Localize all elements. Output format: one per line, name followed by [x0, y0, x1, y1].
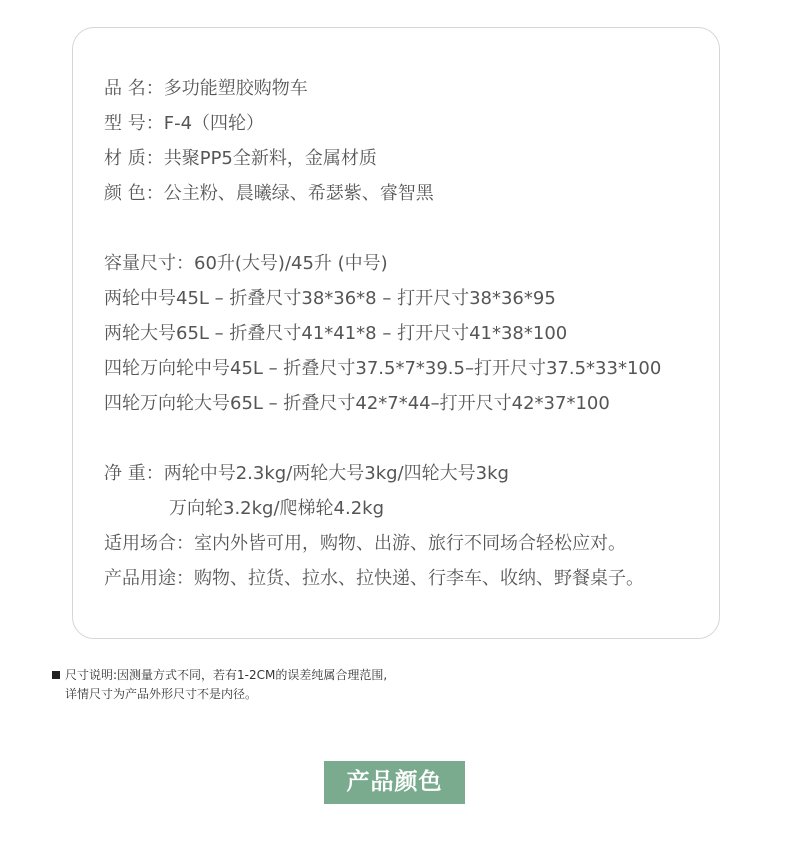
spec-usage: 产品用途：购物、拉货、拉水、拉快递、行李车、收纳、野餐桌子。 [104, 568, 644, 589]
spec-material: 材 质：共聚PP5全新料，金属材质 [104, 148, 377, 169]
size-note-line-1: 尺寸说明:因测量方式不同，若有1-2CM的误差纯属合理范围, [65, 668, 388, 682]
spec-size-line: 两轮大号65L – 折叠尺寸41*41*8 – 打开尺寸41*38*100 [104, 323, 568, 344]
spec-weight: 净 重：两轮中号2.3kg/两轮大号3kg/四轮大号3kg [104, 463, 509, 484]
size-note [52, 666, 387, 704]
spec-capacity: 容量尺寸：60升(大号)/45升 (中号) [104, 253, 388, 274]
spec-size-line: 四轮万向轮中号45L – 折叠尺寸37.5*7*39.5–打开尺寸37.5*33*100 [104, 358, 662, 379]
size-note-line-2: 详情尺寸为产品外形尺寸不是内径。 [65, 687, 258, 701]
spec-size-line: 四轮万向轮大号65L – 折叠尺寸42*7*44–打开尺寸42*37*100 [104, 393, 610, 414]
spec-weight-continued: 万向轮3.2kg/爬梯轮4.2kg [169, 498, 385, 519]
square-bullet-icon [52, 671, 60, 679]
spec-name: 品 名：多功能塑胶购物车 [104, 78, 308, 99]
spec-occasion: 适用场合：室内外皆可用，购物、出游、旅行不同场合轻松应对。 [104, 533, 626, 554]
spec-colors: 颜 色：公主粉、晨曦绿、希瑟紫、睿智黑 [104, 183, 434, 204]
spec-model: 型 号：F-4（四轮） [104, 113, 265, 134]
product-colors-banner: 产品颜色 [324, 761, 465, 804]
spec-size-line: 两轮中号45L – 折叠尺寸38*36*8 – 打开尺寸38*36*95 [104, 288, 556, 309]
